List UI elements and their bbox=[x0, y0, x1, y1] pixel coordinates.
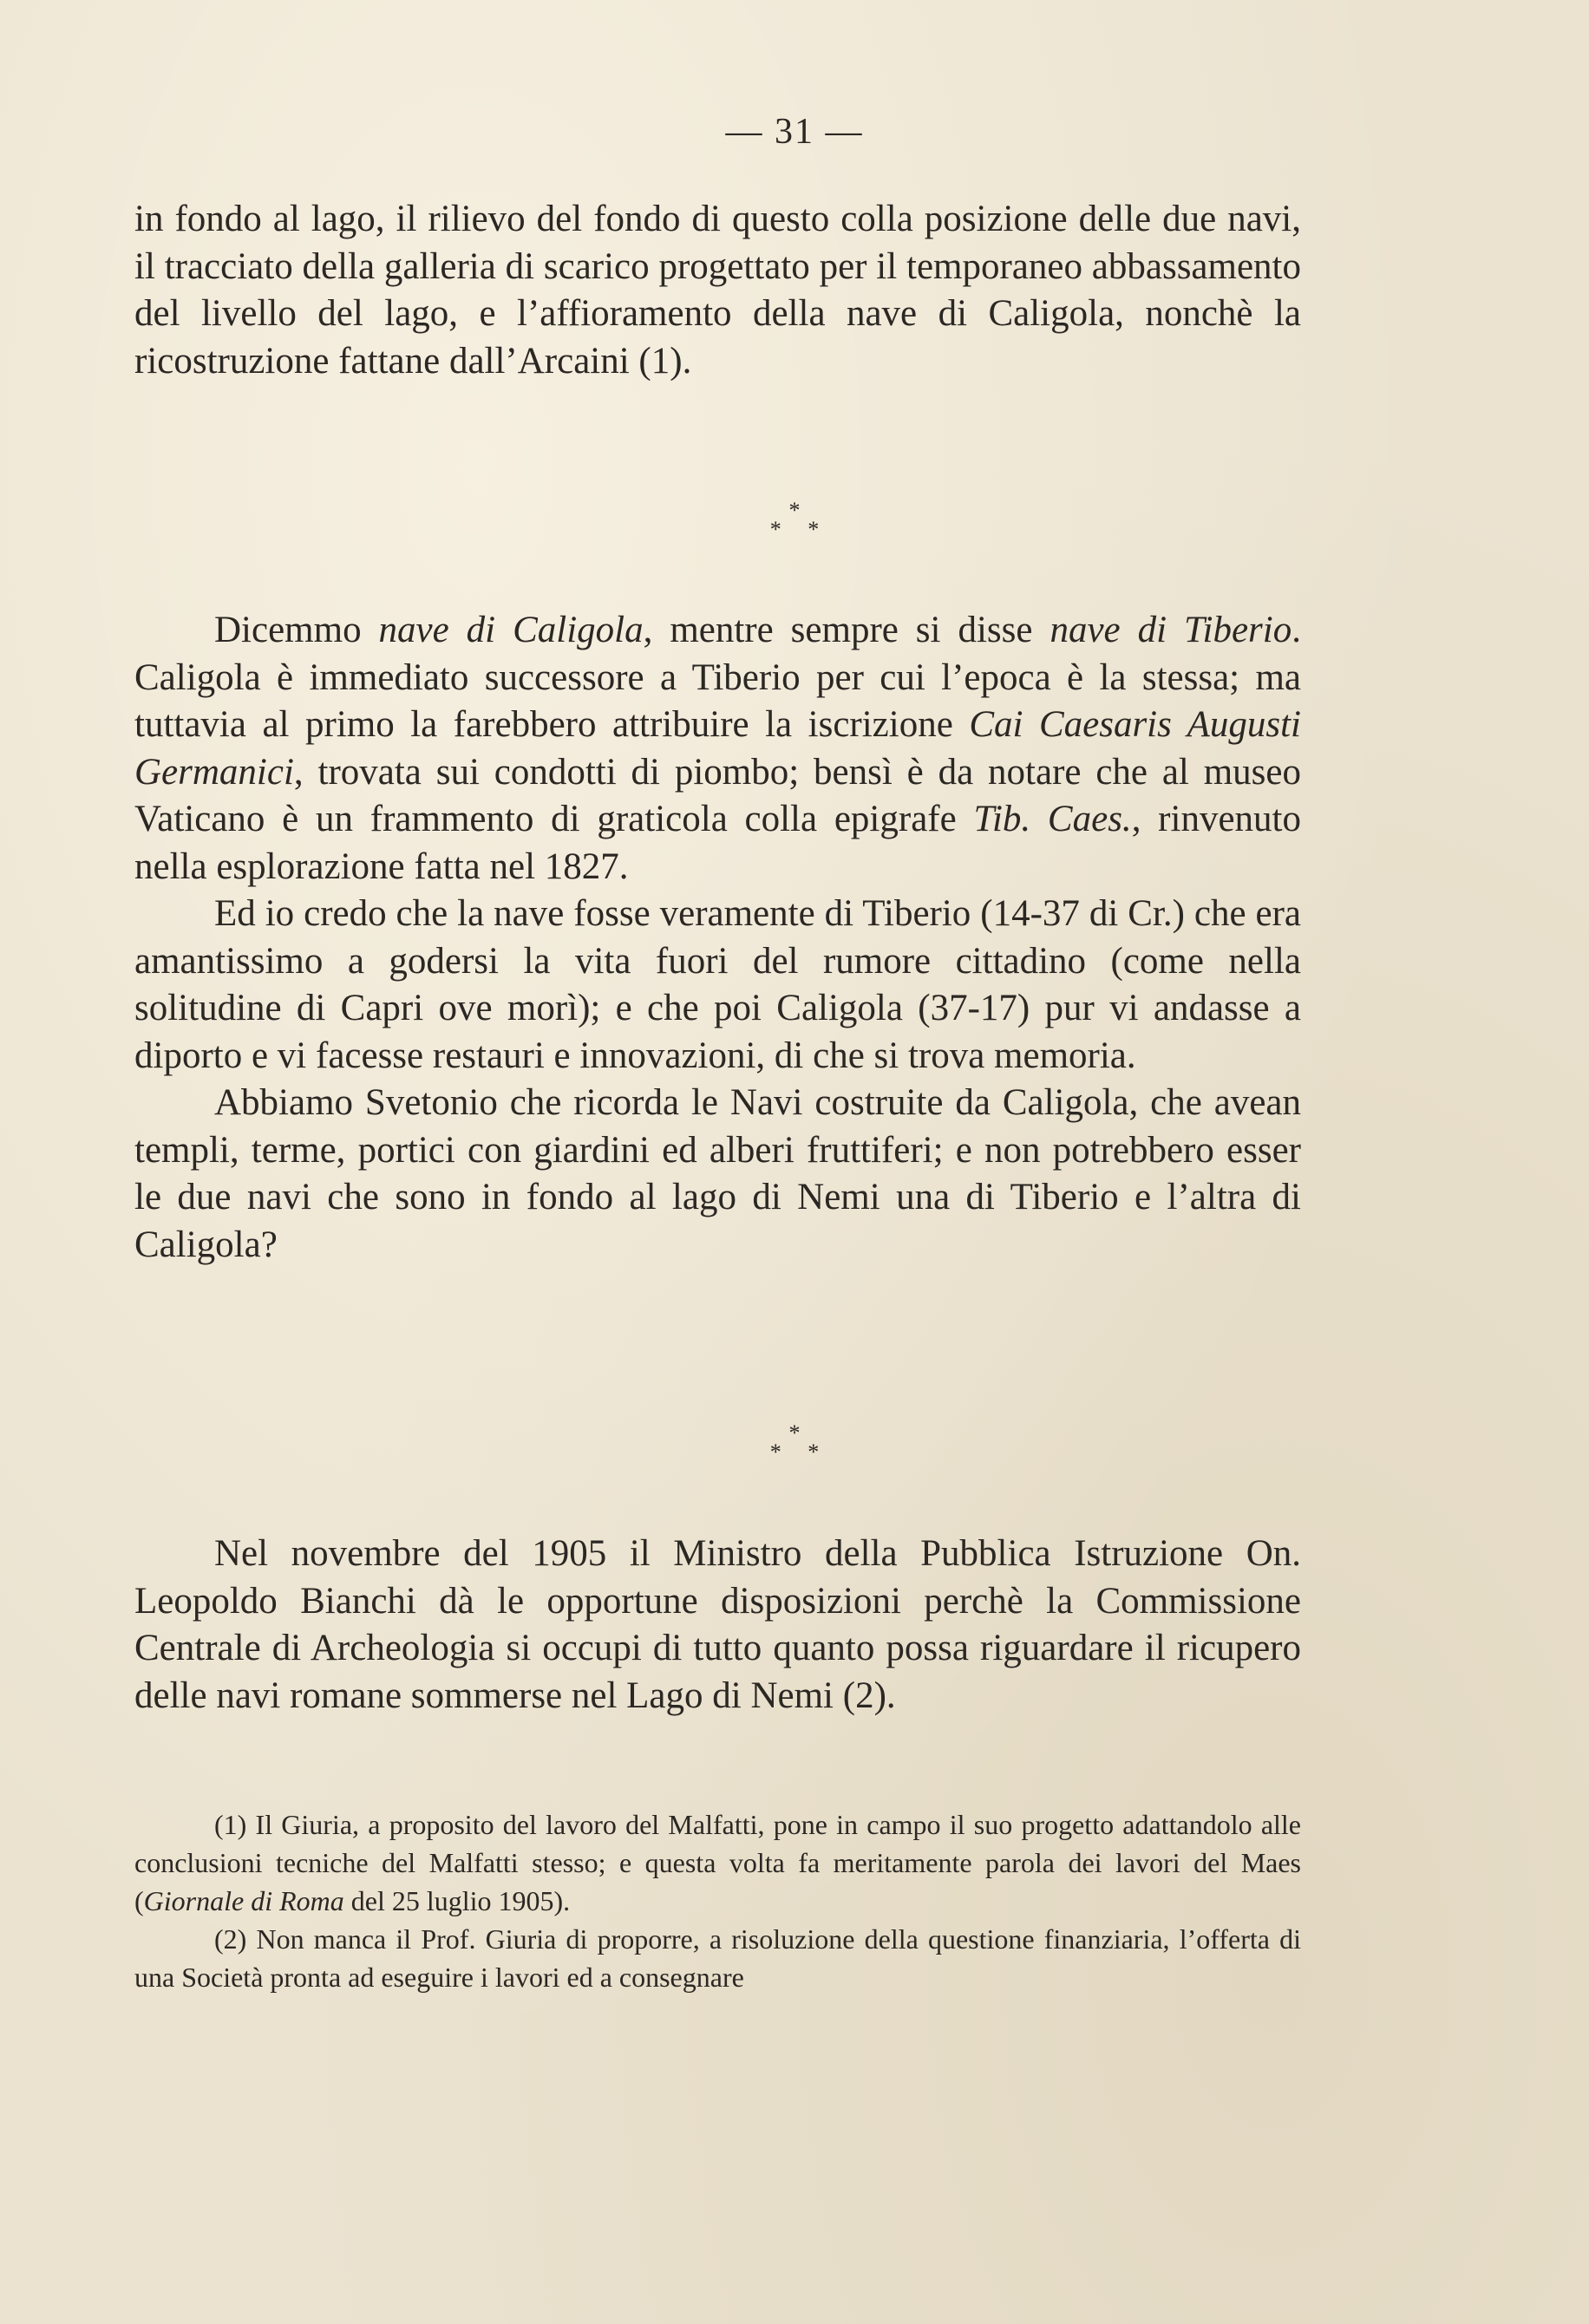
page-number: — 31 — bbox=[725, 112, 864, 152]
footnote-separator bbox=[134, 1778, 1301, 1779]
footnote: (2) Non manca il Prof. Giuria di proporre, a risoluzione della questione finanziaria, l’offerta di una Società pronta ad eseguire i lavori ed a consegnare bbox=[134, 1923, 1301, 1993]
italic-text: Cai Caesaris Augusti Germanici bbox=[134, 704, 1301, 793]
text-block-top bbox=[134, 196, 1301, 385]
text-run: del 25 luglio 1905). bbox=[343, 1885, 571, 1916]
paragraph: Abbiamo Svetonio che ricorda le Navi costruite da Caligola, che avean templi, terme, portici con giardini ed alberi fruttiferi; e non potrebbero esser le due navi che sono in fondo al lago di Nemi una di Tiberio e l’altra di Caligola? bbox=[134, 1082, 1301, 1265]
footnote bbox=[134, 1805, 1301, 1920]
asterism-top-star: * bbox=[788, 1420, 801, 1446]
text-block-middle bbox=[134, 607, 1301, 1269]
asterism-bottom-stars: * * bbox=[769, 1439, 830, 1465]
paragraph: Nel novembre del 1905 il Ministro della Pubblica Istruzione On. Leopoldo Bianchi dà le opportune disposizioni perchè la Commissione Centrale di Archeologia si occupi di tutto quanto possa riguardare il ricupero delle navi romane sommerse nel Lago di Nemi (2). bbox=[134, 1533, 1301, 1716]
text-run: . Caligola è immediato successore a Tiberio per cui l’epoca è la stessa; ma tuttavia al primo la farebbero attribuire la iscrizione bbox=[134, 610, 1301, 745]
italic-text: nave di Tiberio bbox=[1050, 610, 1292, 650]
asterism-bottom-stars: * * bbox=[769, 517, 830, 542]
text-run: , mentre sempre si disse bbox=[643, 610, 1050, 650]
text-block-bottom bbox=[134, 1531, 1301, 1720]
asterism-top-star: * bbox=[788, 498, 801, 523]
text-run: , trovata sui condotti di piombo; bensì è da notare che al museo Vaticano è un frammento di graticola colla epigrafe bbox=[134, 751, 1301, 839]
italic-text: Giornale di Roma bbox=[143, 1885, 344, 1916]
italic-text: Tib. Caes. bbox=[973, 799, 1132, 839]
footnotes bbox=[134, 1805, 1301, 1996]
paragraph: Ed io credo che la nave fosse veramente di Tiberio (14-37 di Cr.) che era amantissimo a godersi la vita fuori del rumore cittadino (come nella solitudine di Capri ove morì); e che poi Caligola (37-17) pur vi andasse a diporto e vi facesse restauri e innovazioni, di che si trova memoria. bbox=[134, 893, 1301, 1076]
text-run: (1) Il Giuria, a proposito del lavoro del Malfatti, pone in campo il suo progetto adattandolo alle conclusioni tecniche del Malfatti stesso; e questa volta fa meritamente parola dei lavori del Maes ( bbox=[134, 1809, 1301, 1916]
text-run: Dicemmo bbox=[214, 610, 379, 650]
text-run: , rinvenuto nella esplorazione fatta nel 1827. bbox=[134, 799, 1301, 887]
asterism-separator bbox=[0, 1420, 1589, 1465]
paragraph bbox=[134, 607, 1301, 891]
paragraph: in fondo al lago, il rilievo del fondo di questo colla posizione delle due navi, il tracciato della galleria di scarico progettato per il temporaneo abbassamento del livello del lago, e l’affioramento della nave di Caligola, nonchè la ricostruzione fattane dall’Arcaini (1). bbox=[134, 199, 1301, 382]
asterism-separator bbox=[0, 498, 1589, 542]
italic-text: nave di Caligola bbox=[378, 610, 644, 650]
